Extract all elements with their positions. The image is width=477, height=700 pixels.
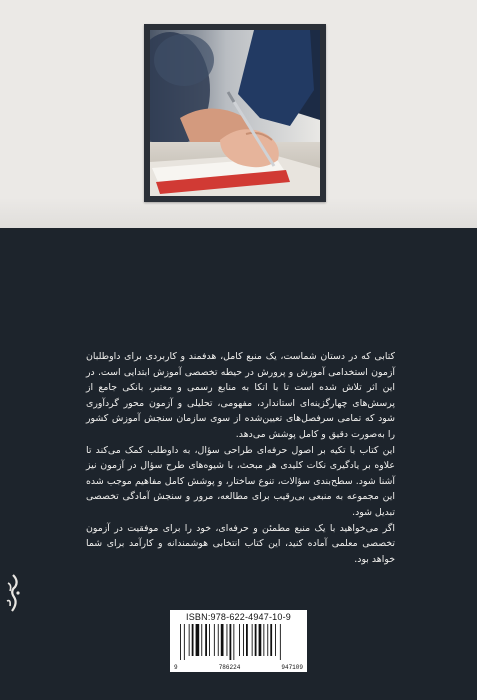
barcode-digit-lead: 9	[174, 664, 178, 671]
barcode-bar	[259, 624, 262, 656]
exam-writing-photo	[150, 30, 320, 196]
barcode-bar	[180, 624, 181, 660]
barcode-bar	[184, 624, 185, 660]
barcode-bar	[230, 624, 232, 660]
barcode-bar	[227, 624, 228, 656]
barcode-bar	[218, 624, 219, 656]
isbn-number: ISBN:978-622-4947-10-9	[186, 612, 291, 622]
barcode-bar	[243, 624, 244, 656]
isbn-barcode	[170, 610, 307, 672]
description-paragraph-2: این کتاب با تکیه بر اصول حرفه‌ای طراحی سؤال، به داوطلب کمک می‌کند تا علاوه بر یادگیری نکات کلیدی هر مبحث، با شیوه‌های طرح سؤال در آزمون نیز آشنا شود. سطح‌بندی سؤالات، تنوع ساختار، و پوشش کامل مفاهیم موجب شده این مجموعه به منبعی بی‌رقیب برای مطالعه، مرور و سنجش آمادگی تخصصی تبدیل شود.	[86, 444, 395, 518]
barcode-bar	[239, 624, 240, 656]
barcode-bar	[255, 624, 257, 656]
barcode-bar	[246, 624, 248, 656]
barcode-bar	[196, 624, 200, 656]
barcode-bar	[275, 624, 276, 656]
barcode-bar	[263, 624, 264, 656]
barcode-bar	[280, 624, 281, 660]
description-paragraph-1: کتابی که در دستان شماست، یک منبع کامل، هدفمند و کاربردی برای داوطلبان آزمون استخدامی آموزش و پرورش در حیطه تخصصی آموزش ابتدایی است. در این اثر تلاش شده است تا با اتکا به منابع رسمی و معتبر، بانکی جامع از پرسش‌های چهارگزینه‌ای استاندارد، مفهومی، تحلیلی و آزمون محور گردآوری شود که تمامی سرفصل‌های تعیین‌شده از سوی سازمان سنجش آموزش کشور را به‌صورت دقیق و کامل پوشش می‌دهد.	[86, 351, 395, 440]
barcode-bar	[252, 624, 253, 656]
barcode-bar	[221, 624, 224, 656]
barcode-digits-right: 947109	[281, 664, 303, 671]
barcode-bar	[270, 624, 272, 656]
barcode-digits-left: 786224	[218, 664, 241, 671]
barcode-bar	[214, 624, 215, 656]
barcode-bar	[189, 624, 190, 656]
back-cover-description	[86, 349, 395, 567]
barcode-bar	[201, 624, 202, 656]
barcode-bar	[205, 624, 207, 656]
barcode-digits	[174, 664, 303, 671]
cover-photo-frame	[144, 24, 326, 202]
barcode-bars	[178, 624, 299, 660]
publisher-logo-icon	[4, 573, 22, 613]
barcode-bar	[192, 624, 194, 656]
barcode-bar	[233, 624, 234, 660]
description-paragraph-3: اگر می‌خواهید با یک منبع مطمئن و حرفه‌ای، خود را برای موفقیت در آزمون تخصصی معلمی آماده کنید، این کتاب انتخابی هوشمندانه و کارآمد برای شما خواهد بود.	[86, 522, 395, 565]
cover-photo	[150, 30, 320, 196]
barcode-bar	[267, 624, 268, 656]
barcode-bar	[209, 624, 210, 656]
